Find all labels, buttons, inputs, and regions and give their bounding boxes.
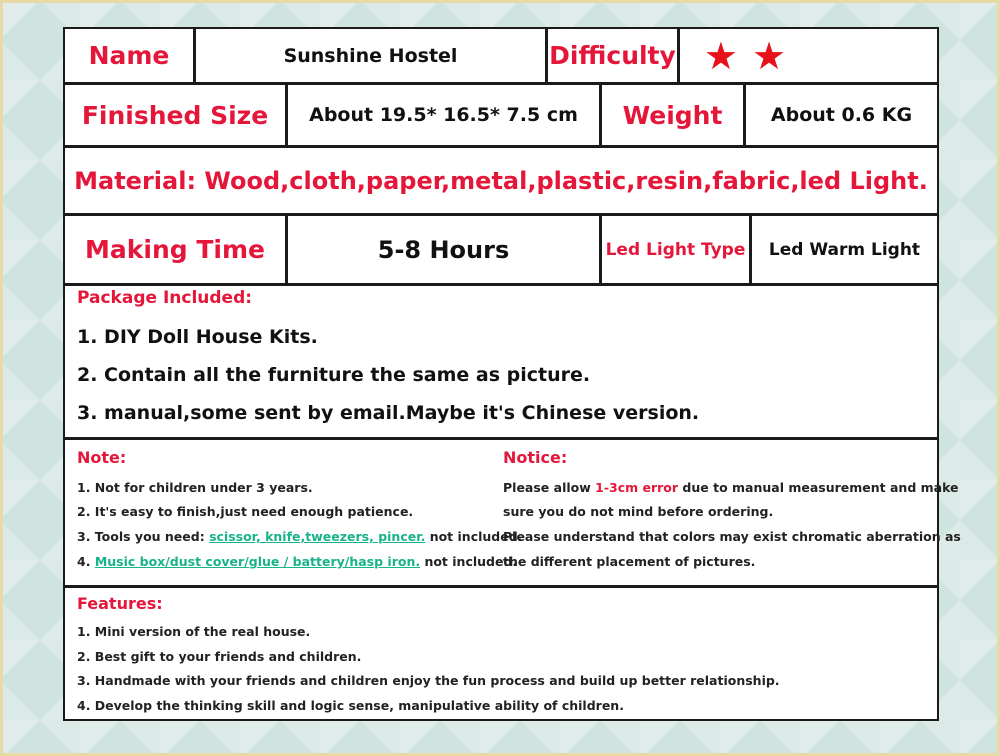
- features-section: [65, 588, 937, 719]
- notice-line: the different placement of pictures.: [503, 554, 756, 569]
- note-item: 2. It's easy to finish,just need enough patience.: [77, 504, 414, 519]
- size-value-cell: [288, 85, 599, 145]
- making-time-value: 5-8 Hours: [377, 235, 510, 264]
- name-value: Sunshine Hostel: [283, 44, 458, 67]
- making-time-value-cell: [288, 216, 599, 283]
- package-item: 2. Contain all the furniture the same as picture.: [77, 364, 591, 386]
- package-item: 1. DIY Doll House Kits.: [77, 326, 318, 348]
- feature-item: 1. Mini version of the real house.: [77, 624, 311, 639]
- led-type-label-cell: [602, 216, 749, 283]
- name-label: Name: [88, 41, 170, 70]
- notice-line: sure you do not mind before ordering.: [503, 504, 774, 519]
- note-item: 4. Music box/dust cover/glue / battery/hasp iron. not included.: [77, 554, 518, 569]
- weight-value: About 0.6 KG: [770, 104, 913, 126]
- notice-line: Please allow 1-3cm error due to manual measurement and make: [503, 480, 959, 495]
- note-notice-section: [65, 440, 961, 588]
- error-highlight: 1-3cm error: [595, 480, 679, 495]
- package-section: [65, 286, 937, 440]
- notice-title: Notice:: [503, 448, 568, 467]
- weight-value-cell: [746, 85, 937, 145]
- finished-size-label: Finished Size: [81, 100, 269, 130]
- difficulty-label: Difficulty: [549, 41, 676, 70]
- row-making-time: [65, 216, 937, 286]
- feature-item: 3. Handmade with your friends and children enjoy the fun process and build up better relationship.: [77, 673, 780, 688]
- difficulty-label-cell: [548, 29, 677, 82]
- difficulty-stars: [680, 29, 810, 82]
- star-icon: ★: [752, 33, 787, 78]
- material-cell: [65, 148, 937, 213]
- material-text: Material: Wood,cloth,paper,metal,plastic,resin,fabric,led Light.: [74, 166, 928, 195]
- finished-size-value: About 19.5* 16.5* 7.5 cm: [309, 104, 578, 126]
- features-title: Features:: [77, 594, 163, 613]
- package-item: 3. manual,some sent by email.Maybe it's Chinese version.: [77, 402, 700, 424]
- led-type-value: Led Warm Light: [768, 239, 921, 260]
- notice-line: Please understand that colors may exist chromatic aberration as: [503, 529, 961, 544]
- row-size-weight: [65, 85, 937, 148]
- row-material: [65, 148, 937, 216]
- weight-label-cell: [602, 85, 743, 145]
- making-time-label-cell: [65, 216, 285, 283]
- tools-highlight: scissor, knife,tweezers, pincer.: [209, 529, 426, 544]
- row-name-difficulty: [65, 29, 937, 85]
- led-type-value-cell: [752, 216, 937, 283]
- making-time-label: Making Time: [85, 235, 265, 264]
- note-item: 3. Tools you need: scissor, knife,tweezers, pincer. not included.: [77, 529, 523, 544]
- note-item: 1. Not for children under 3 years.: [77, 480, 313, 495]
- feature-item: 2. Best gift to your friends and children.: [77, 649, 362, 664]
- weight-label: Weight: [622, 100, 723, 130]
- accessories-highlight: Music box/dust cover/glue / battery/hasp iron.: [94, 554, 421, 569]
- note-title: Note:: [77, 448, 127, 467]
- name-value-cell: [196, 29, 545, 82]
- star-icon: ★: [703, 33, 738, 78]
- led-type-label: Led Light Type: [605, 239, 746, 260]
- name-label-cell: [65, 29, 193, 82]
- package-title: Package Included:: [77, 288, 253, 308]
- product-spec-sheet: [63, 27, 961, 721]
- size-label-cell: [65, 85, 285, 145]
- feature-item: 4. Develop the thinking skill and logic sense, manipulative ability of children.: [77, 698, 624, 713]
